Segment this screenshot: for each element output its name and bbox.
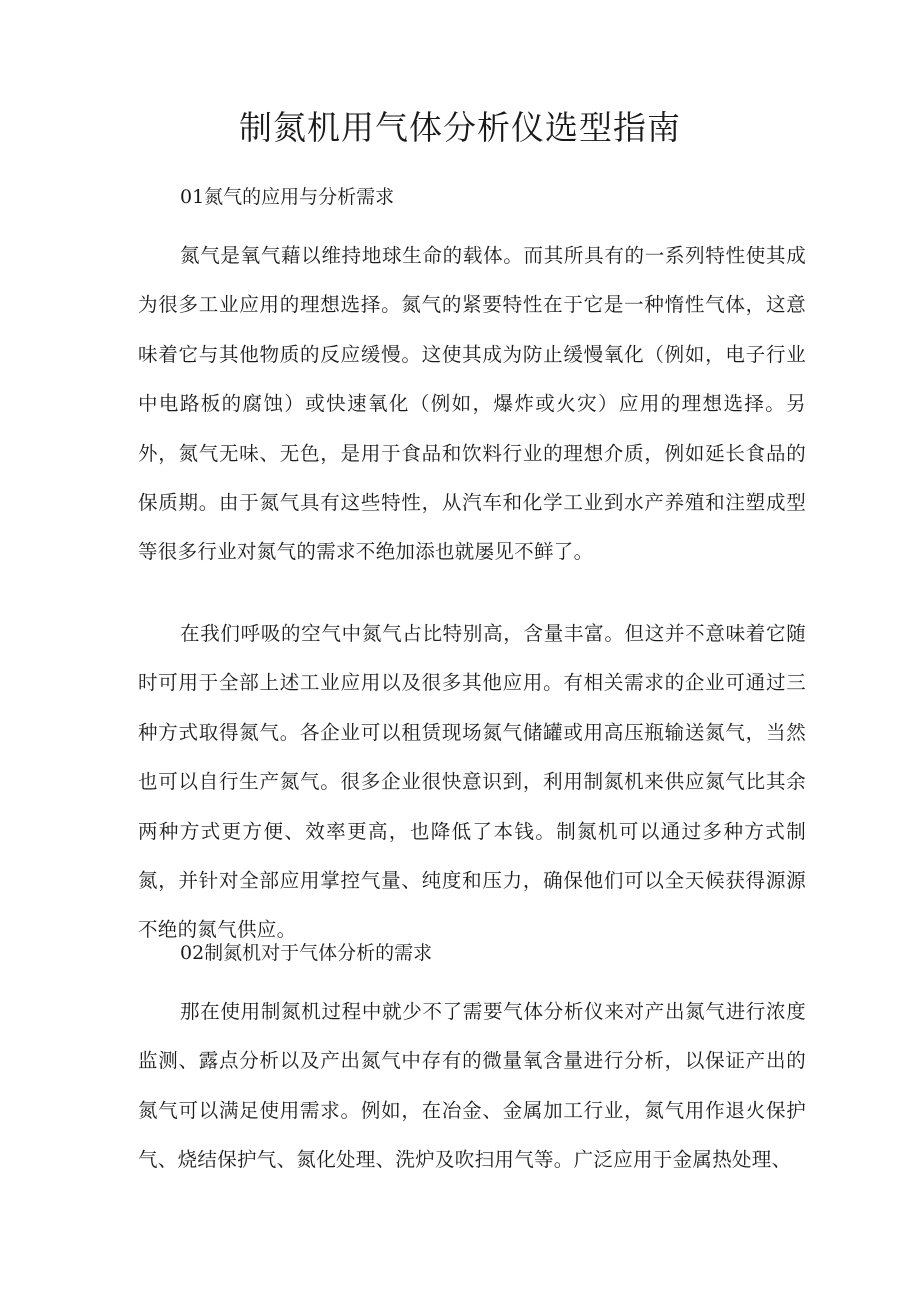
page-title: 制氮机用气体分析仪选型指南 [239,108,681,147]
paragraph-3: 那在使用制氮机过程中就少不了需要气体分析仪来对产出氮气进行浓度监测、露点分析以及产出氮气中存有的微量氧含量进行分析，以保证产出的氮气可以满足使用需求。例如，在冶金、金属加工行业，氮气用作退火保护气、烧结保护气、氮化处理、洗炉及吹扫用气等。广泛应用于金属热处理、 [138,1000,806,1172]
section-heading-2: 02制氮机对于气体分析的需求 [180,942,433,964]
paragraph-2: 在我们呼吸的空气中氮气占比特别高，含量丰富。但这并不意味着它随时可用于全部上述工业应用以及很多其他应用。有相关需求的企业可通过三种方式取得氮气。各企业可以租赁现场氮气储罐或用高压瓶输送氮气，当然也可以自行生产氮气。很多企业很快意识到，利用制氮机来供应氮气比其余两种方式更方便、效率更高，也降低了本钱。制氮机可以通过多种方式制氮，并针对全部应用掌控气量、纯度和压力，确保他们可以全天候获得源源不绝的氮气供应。 [138,622,806,942]
section-heading-1: 01氮气的应用与分析需求 [180,186,395,208]
paragraph-1: 氮气是氧气藉以维持地球生命的载体。而其所具有的一系列特性使其成为很多工业应用的理想选择。氮气的紧要特性在于它是一种惰性气体，这意味着它与其他物质的反应缓慢。这使其成为防止缓慢氧化（例如，电子行业中电路板的腐蚀）或快速氧化（例如，爆炸或火灾）应用的理想选择。另外，氮气无味、无色，是用于食品和饮料行业的理想介质，例如延长食品的保质期。由于氮气具有这些特性，从汽车和化学工业到水产养殖和注塑成型等很多行业对氮气的需求不绝加添也就屡见不鲜了。 [138,244,806,564]
